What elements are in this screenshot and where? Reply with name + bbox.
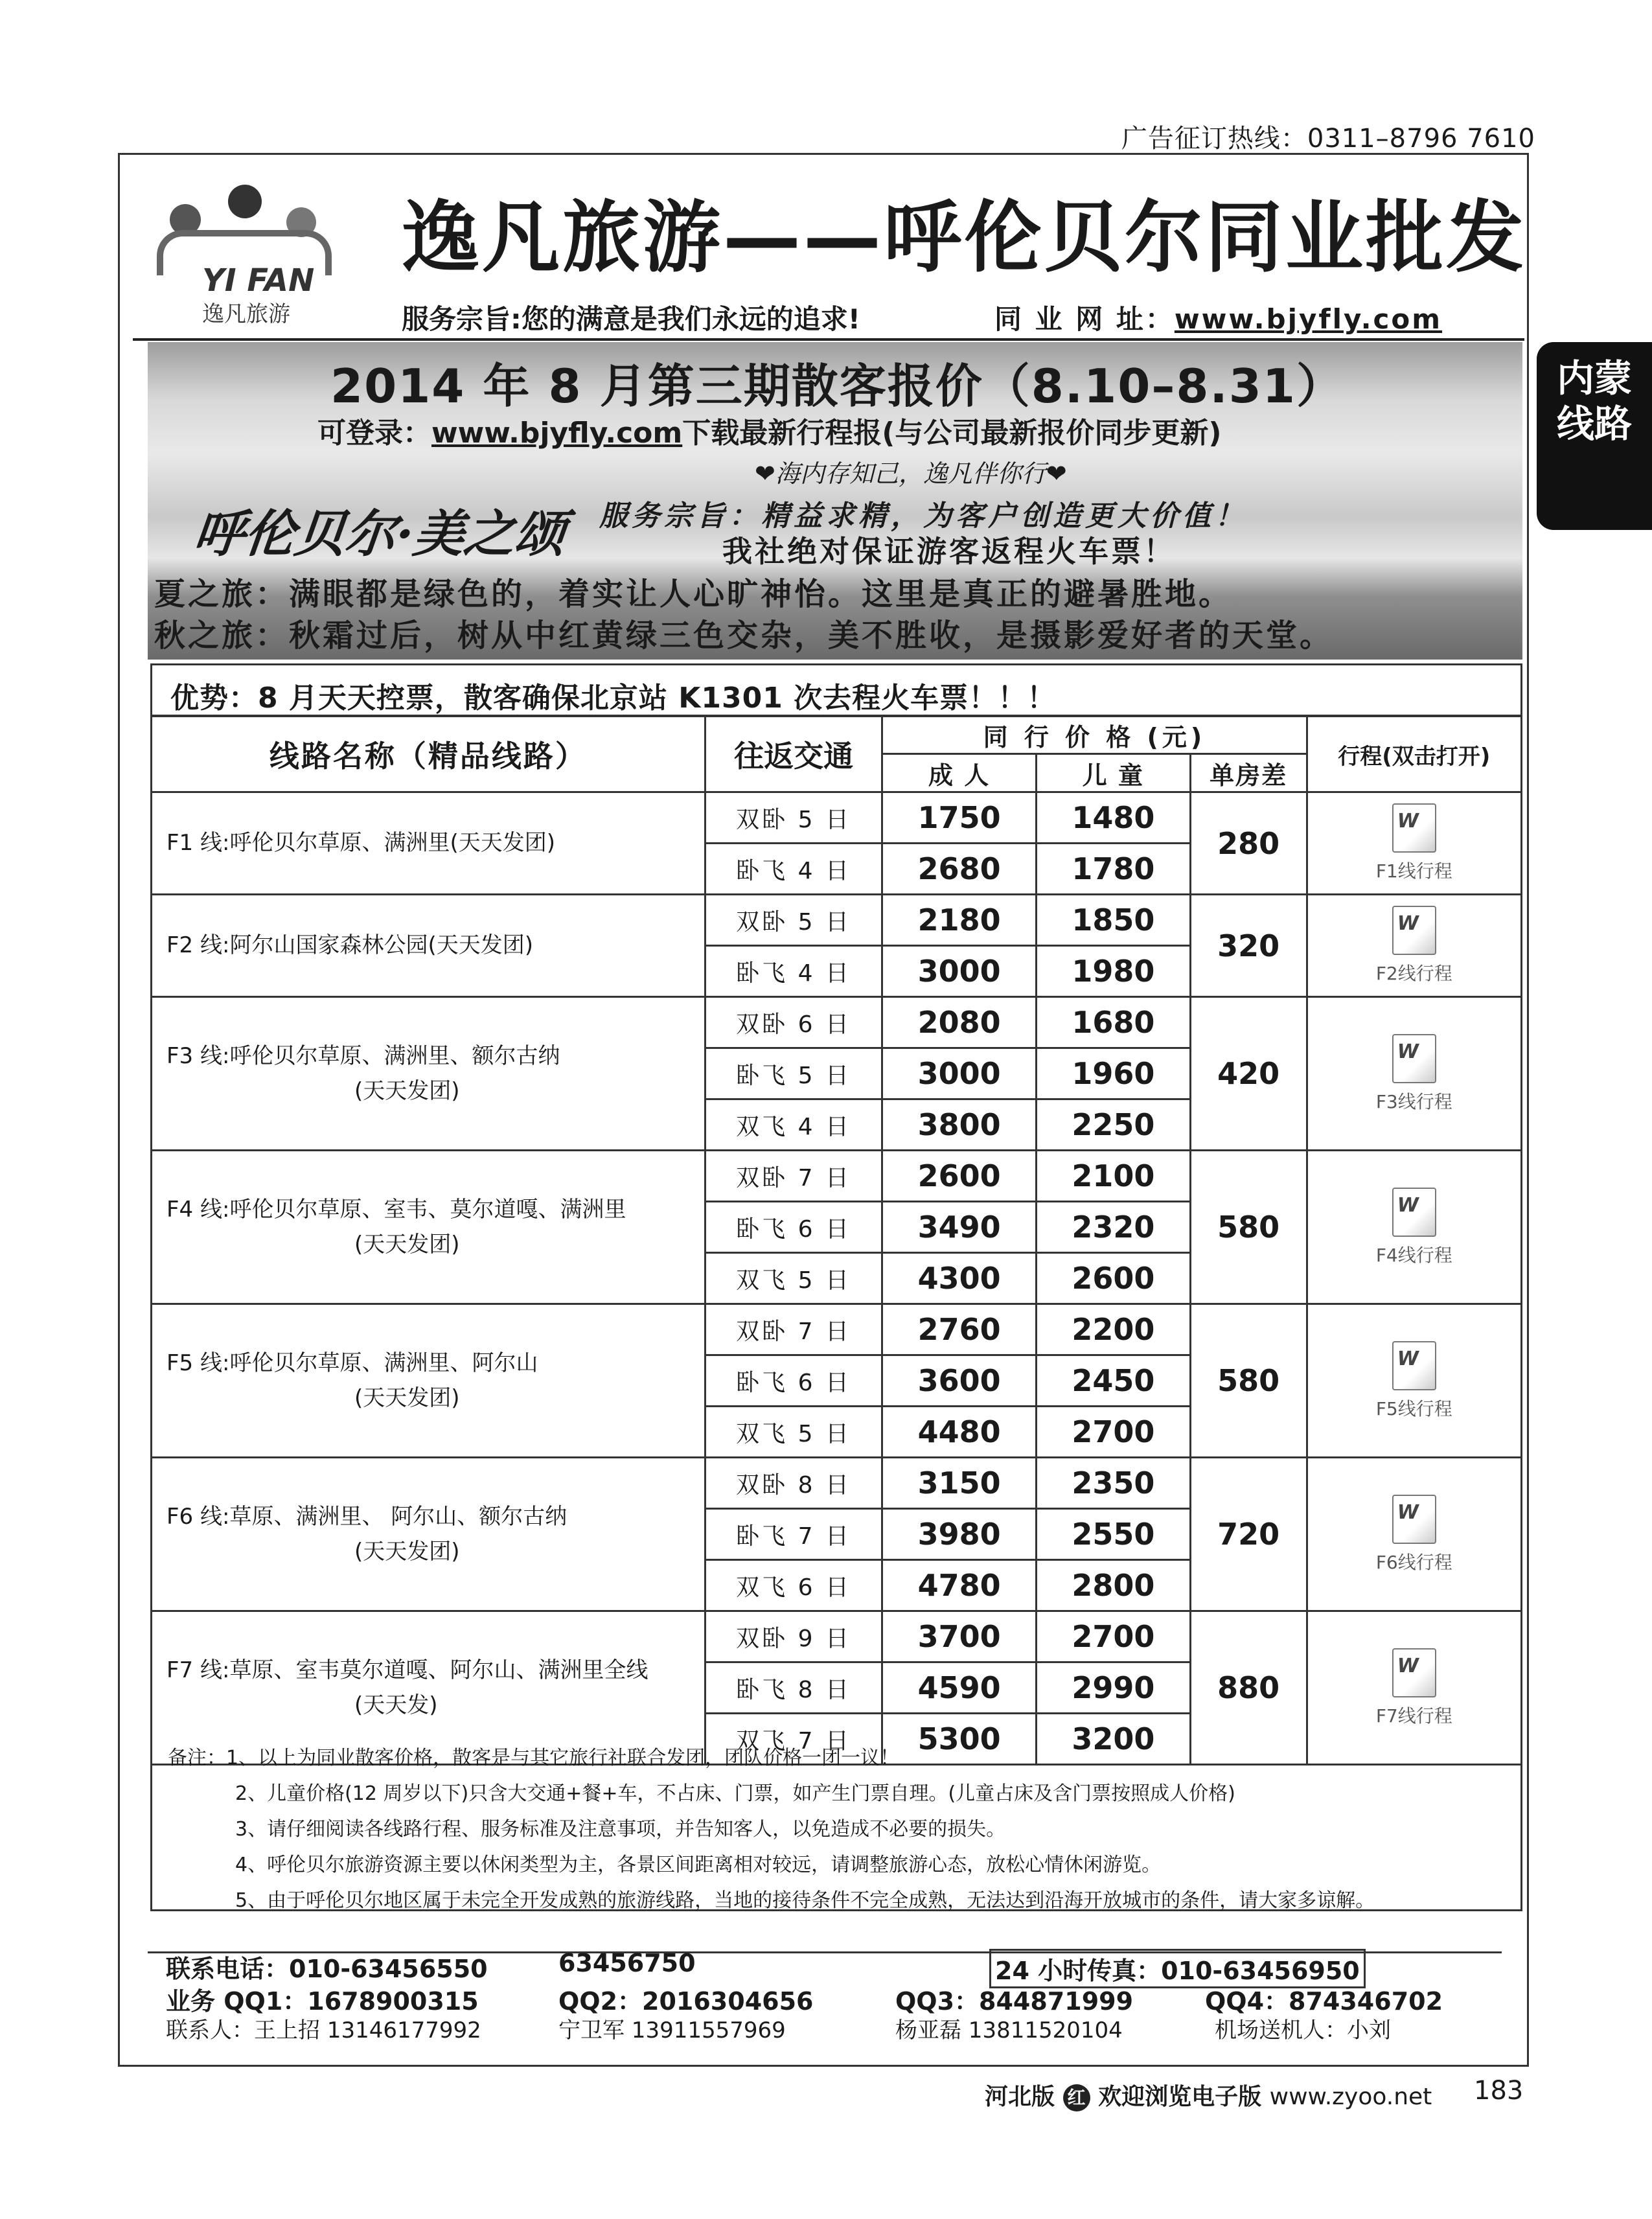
note-2: 2、儿童价格(12 周岁以下)只含大交通+餐+车，不占床、门票，如产生门票自理。(儿童占床及含门票按照成人价格) [235,1782,1235,1805]
transport-cell: 双飞 6 日 [705,1560,882,1611]
single-supplement-cell: 580 [1190,1151,1307,1304]
adult-price-cell: 3000 [882,946,1037,997]
contact-fax: 24 小时传真：010-63456950 [989,1949,1366,1988]
route-name: F6 线:草原、满洲里、 阿尔山、额尔古纳 [166,1503,568,1530]
route-name: F1 线:呼伦贝尔草原、满洲里(天天发团) [166,830,555,857]
mission-statement: 服务宗旨:您的满意是我们永远的追求! [402,303,860,335]
website-label: 同 业 网 址： [994,303,1175,335]
child-price-cell: 1780 [1037,844,1191,895]
transport-cell: 双卧 7 日 [705,1151,882,1202]
header-single-supplement: 单房差 [1190,754,1307,792]
transport-cell: 卧飞 5 日 [705,1048,882,1099]
footer-welcome: 欢迎浏览电子版 [1098,2084,1262,2110]
itinerary-file-cell[interactable] [1307,895,1521,997]
route-name: F4 线:呼伦贝尔草原、室韦、莫尔道嘎、满洲里 [166,1196,626,1223]
contact-qq3: QQ3：844871999 [895,1987,1134,2016]
footer-line [985,2078,1432,2111]
transport-cell: 双卧 5 日 [705,895,882,946]
route-name-cell [152,1458,706,1611]
single-supplement-cell: 720 [1190,1458,1307,1611]
child-price-cell: 2990 [1037,1662,1191,1714]
login-line [317,409,1221,451]
word-document-icon[interactable]: W [1392,1188,1436,1237]
adult-price-cell: 3490 [882,1202,1037,1253]
route-name-cell [152,792,706,895]
transport-cell: 卧飞 7 日 [705,1509,882,1560]
contact-qq2: QQ2：2016304656 [558,1987,814,2016]
footer-edition: 河北版 [985,2084,1055,2110]
header-child: 儿 童 [1037,754,1191,792]
word-document-icon[interactable]: W [1392,1648,1436,1697]
adult-price-cell: 4590 [882,1662,1037,1714]
red-badge-icon: 红 [1063,2084,1090,2111]
route-name: F7 线:草原、室韦莫尔道嘎、阿尔山、满洲里全线 [166,1657,648,1683]
contact-phone: 联系电话：010-63456550 [166,1955,488,1983]
contact-person-3: 杨亚磊 13811520104 [895,2018,1123,2043]
itinerary-file-label[interactable]: F1线行程 [1375,860,1452,882]
transport-cell: 双飞 4 日 [705,1099,882,1151]
table-row [152,792,1522,844]
route-note: (天天发团) [354,1078,460,1104]
itinerary-file-label[interactable]: F2线行程 [1375,963,1452,984]
route-note: (天天发团) [354,1539,460,1565]
slogan: 呼伦贝尔·美之颂 [190,505,569,564]
company-logo [144,185,358,327]
itinerary-file-cell[interactable] [1307,997,1521,1151]
login-link[interactable]: www.bjyfly.com [431,417,683,450]
note-1: 备注：1、以上为同业散客价格，散客是与其它旅行社联合发团，团队价格一团一议！ [168,1747,900,1769]
contact-qq1: 业务 QQ1：1678900315 [166,1987,479,2016]
table-row [152,997,1522,1048]
itinerary-file-cell[interactable] [1307,792,1521,895]
transport-cell: 卧飞 8 日 [705,1662,882,1714]
itinerary-file-label[interactable]: F6线行程 [1375,1551,1452,1573]
adult-price-cell: 4480 [882,1407,1037,1458]
transport-cell: 双卧 6 日 [705,997,882,1048]
transport-cell: 双卧 7 日 [705,1304,882,1355]
child-price-cell: 3200 [1037,1714,1191,1765]
transport-cell: 双飞 7 日 [705,1714,882,1765]
adult-price-cell: 4780 [882,1560,1037,1611]
single-supplement-cell: 420 [1190,997,1307,1151]
table-row [152,1611,1522,1662]
advantage-banner: 优势：8 月天天控票，散客确保北京站 K1301 次去程火车票！！！ [150,663,1522,717]
contact-person-2: 宁卫军 13911557969 [558,2018,786,2043]
child-price-cell: 2800 [1037,1560,1191,1611]
contact-person-1: 联系人：王上招 13146177992 [166,2018,481,2043]
transport-cell: 双卧 9 日 [705,1611,882,1662]
ad-hotline: 广告征订热线：0311–8796 7610 [1121,124,1535,154]
note-3: 3、请仔细阅读各线路行程、服务标准及注意事项，并告知客人，以免造成不必要的损失。 [235,1818,1006,1841]
word-document-icon[interactable]: W [1392,906,1436,955]
table-row [152,1151,1522,1202]
adult-price-cell: 2180 [882,895,1037,946]
child-price-cell: 2350 [1037,1458,1191,1509]
footer-site-link[interactable]: www.zyoo.net [1269,2084,1432,2110]
itinerary-file-cell[interactable] [1307,1151,1521,1304]
adult-price-cell: 3150 [882,1458,1037,1509]
child-price-cell: 2250 [1037,1099,1191,1151]
header-route: 线路名称（精品线路） [152,717,706,792]
child-price-cell: 2550 [1037,1509,1191,1560]
itinerary-file-cell[interactable] [1307,1458,1521,1611]
page-number: 183 [1474,2076,1524,2106]
transport-cell: 卧飞 4 日 [705,844,882,895]
table-row [152,895,1522,946]
child-price-cell: 1680 [1037,997,1191,1048]
transport-cell: 双卧 8 日 [705,1458,882,1509]
route-name-cell [152,997,706,1151]
route-note: (天天发团) [354,1232,460,1258]
child-price-cell: 1850 [1037,895,1191,946]
child-price-cell: 2450 [1037,1355,1191,1407]
child-price-cell: 1980 [1037,946,1191,997]
route-note: (天天发团) [354,1385,460,1411]
transport-cell: 双飞 5 日 [705,1407,882,1458]
price-table [150,715,1522,1765]
transport-cell: 卧飞 6 日 [705,1202,882,1253]
contact-airport: 机场送机人：小刘 [1215,2018,1391,2043]
child-price-cell: 2700 [1037,1407,1191,1458]
route-name: F2 线:阿尔山国家森林公园(天天发团) [166,932,533,959]
header-itinerary: 行程(双击打开) [1307,717,1521,792]
header-adult: 成 人 [882,754,1037,792]
word-document-icon[interactable]: W [1392,1034,1436,1083]
single-supplement-cell: 880 [1190,1611,1307,1765]
transport-cell: 卧飞 6 日 [705,1355,882,1407]
adult-price-cell: 2680 [882,844,1037,895]
adult-price-cell: 3700 [882,1611,1037,1662]
child-price-cell: 1480 [1037,792,1191,844]
note-5: 5、由于呼伦贝尔地区属于未完全开发成熟的旅游线路，当地的接待条件不完全成熟，无法达到沿海开放城市的条件，请大家多谅解。 [235,1889,1375,1912]
contact-phone-2: 63456750 [558,1949,696,1977]
summer-trip-text: 夏之旅：满眼都是绿色的，着实让人心旷神怡。这里是真正的避暑胜地。 [154,576,1233,612]
transport-cell: 卧飞 4 日 [705,946,882,997]
adult-price-cell: 2760 [882,1304,1037,1355]
adult-price-cell: 3000 [882,1048,1037,1099]
return-ticket-guarantee: 我社绝对保证游客返程火车票！ [722,534,1176,569]
word-document-icon[interactable]: W [1392,1495,1436,1544]
brand-title: 逸凡旅游——呼伦贝尔同业批发 [402,193,1526,283]
single-supplement-cell: 580 [1190,1304,1307,1458]
header-divider [133,338,1524,341]
adult-price-cell: 3800 [882,1099,1037,1151]
section-tab [1537,342,1652,530]
logo-cn: 逸凡旅游 [202,301,290,327]
route-note: (天天发) [354,1692,438,1718]
itinerary-file-label[interactable]: F3线行程 [1375,1090,1452,1112]
child-price-cell: 2320 [1037,1202,1191,1253]
itinerary-file-label[interactable]: F7线行程 [1375,1705,1452,1727]
adult-price-cell: 2080 [882,997,1037,1048]
single-supplement-cell: 320 [1190,895,1307,997]
child-price-cell: 2200 [1037,1304,1191,1355]
adult-price-cell: 5300 [882,1714,1037,1765]
logo-text: YI FAN [202,262,315,299]
header-transport: 往返交通 [705,717,882,792]
header-price: 同 行 价 格 (元) [882,717,1307,754]
section-tab-label: 内蒙线路 [1556,356,1632,446]
adult-price-cell: 3600 [882,1355,1037,1407]
route-name: F5 线:呼伦贝尔草原、满洲里、阿尔山 [166,1350,538,1376]
route-name-cell [152,1304,706,1458]
route-name-cell [152,1151,706,1304]
note-4: 4、呼伦贝尔旅游资源主要以休闲类型为主，各景区间距离相对较远，请调整旅游心态，放松心情休闲游览。 [235,1854,1162,1876]
trade-website [994,298,1442,337]
login-suffix: 下载最新行程报(与公司最新报价同步更新) [682,417,1222,450]
price-table-body [152,792,1522,1765]
notes-box [150,1731,1522,1911]
service-statement: 服务宗旨：精益求精，为客户创造更大价值！ [599,500,1247,533]
issue-title: 2014 年 8 月第三期散客报价（8.10–8.31） [330,359,1344,413]
word-document-icon[interactable]: W [1392,1341,1436,1390]
autumn-trip-text: 秋之旅：秋霜过后，树从中红黄绿三色交杂，美不胜收，是摄影爱好者的天堂。 [154,617,1334,654]
child-price-cell: 2700 [1037,1611,1191,1662]
transport-cell: 双卧 5 日 [705,792,882,844]
table-row [152,1304,1522,1355]
route-name-cell [152,895,706,997]
child-price-cell: 2600 [1037,1253,1191,1304]
child-price-cell: 1960 [1037,1048,1191,1099]
login-prefix: 可登录： [317,417,431,450]
contact-qq4: QQ4：874346702 [1205,1987,1443,2016]
single-supplement-cell: 280 [1190,792,1307,895]
motto: ❤海内存知己，逸凡伴你行❤ [755,459,1067,488]
word-document-icon[interactable]: W [1392,803,1436,853]
itinerary-file-cell[interactable] [1307,1304,1521,1458]
website-link[interactable]: www.bjyfly.com [1174,303,1443,335]
itinerary-file-label[interactable]: F5线行程 [1375,1397,1452,1420]
table-row [152,1458,1522,1509]
adult-price-cell: 1750 [882,792,1037,844]
child-price-cell: 2100 [1037,1151,1191,1202]
itinerary-file-label[interactable]: F4线行程 [1375,1244,1452,1266]
transport-cell: 双飞 5 日 [705,1253,882,1304]
adult-price-cell: 2600 [882,1151,1037,1202]
adult-price-cell: 3980 [882,1509,1037,1560]
route-name: F3 线:呼伦贝尔草原、满洲里、额尔古纳 [166,1042,560,1069]
adult-price-cell: 4300 [882,1253,1037,1304]
